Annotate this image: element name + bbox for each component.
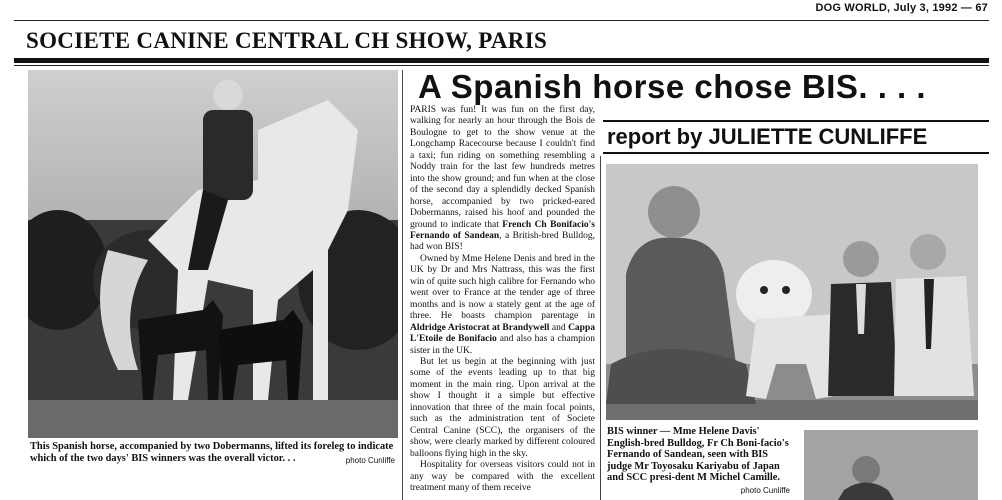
byline — [607, 124, 927, 150]
bis-caption — [607, 426, 790, 497]
bis-photo-credit: photo Cunliffe — [740, 485, 790, 495]
article-paragraph: Owned by Mme Helene Denis and bred in the UK by Dr and Mrs Nattrass, this was the first win of quite such high calibre for Fernando who went over to France at the tender age of three months and is now a stately gent at the age of three. He boasts champion parentage in Aldridge Aristocrat at Brandywell and Cappa L'Etoile de Bonifacio and also has a champion sister in the UK. — [410, 253, 595, 356]
column-divider-right — [600, 156, 601, 500]
byline-rule-top — [603, 120, 989, 122]
byline-name: JULIETTE CUNLIFFE — [708, 124, 928, 149]
byline-rule-bottom — [603, 152, 989, 154]
bis-caption-text: BIS winner — Mme Helene Davis' English-bred Bulldog, Fr Ch Boni-facio's Fernando of Sandean, seen with BIS judge Mr Toyosaku Kariyabu of Japan and SCC presi-dent M Michel Camille. — [607, 426, 789, 484]
article-paragraph: Hospitality for overseas visitors could not in any way be compared with the excellent treatment many of them receive — [410, 460, 595, 493]
article-column — [410, 105, 595, 494]
running-header: DOG WORLD, July 3, 1992 — 67 — [815, 2, 988, 14]
horse-photo — [28, 70, 398, 438]
article-paragraph: PARIS was fun! It was fun on the first day, walking for nearly an hour through the Bois de Boulogne to get to the show venue at the Longchamp Racecourse because I couldn't find a taxi; fun riding on something resembling a Noddy train for the last few hundreds metres into the show ground; and fun when at the close of the second day a splendidly decked Spanish horse, accompanied by two pricked-eared Dobermanns, raised his hoof and pounded the ground to indicate that French Ch Bonifacio's Fernando of Sandean, a British-bred Bulldog, had won BIS! — [410, 105, 595, 253]
headline: A Spanish horse chose BIS. . . . — [418, 68, 927, 105]
thin-rule — [14, 65, 989, 66]
column-divider — [402, 70, 403, 500]
article-paragraph: But let us begin at the beginning with just some of the events leading up to that big moment in the main ring. Upon arrival at the show I thought it a simple but effective innovation that three of the main focal points, such as the administration tent of Societe Central Canine (SCC), the organisers of the show, were clearly marked by different coloured balloons flying high in the sky. — [410, 356, 595, 459]
horse-caption-text: This Spanish horse, accompanied by two Dobermanns, lifted its foreleg to indicate which of the two days' BIS winners was the overall victor. . . — [30, 441, 394, 464]
byline-prefix: report by — [607, 124, 709, 149]
horse-caption — [30, 441, 395, 466]
section-title: SOCIETE CANINE CENTRAL CH SHOW, PARIS — [26, 28, 548, 53]
bis-winner-photo — [606, 164, 978, 420]
thick-rule — [14, 58, 989, 63]
small-photo — [804, 430, 978, 500]
top-rule — [14, 20, 989, 21]
horse-photo-credit: photo Cunliffe — [345, 455, 395, 465]
